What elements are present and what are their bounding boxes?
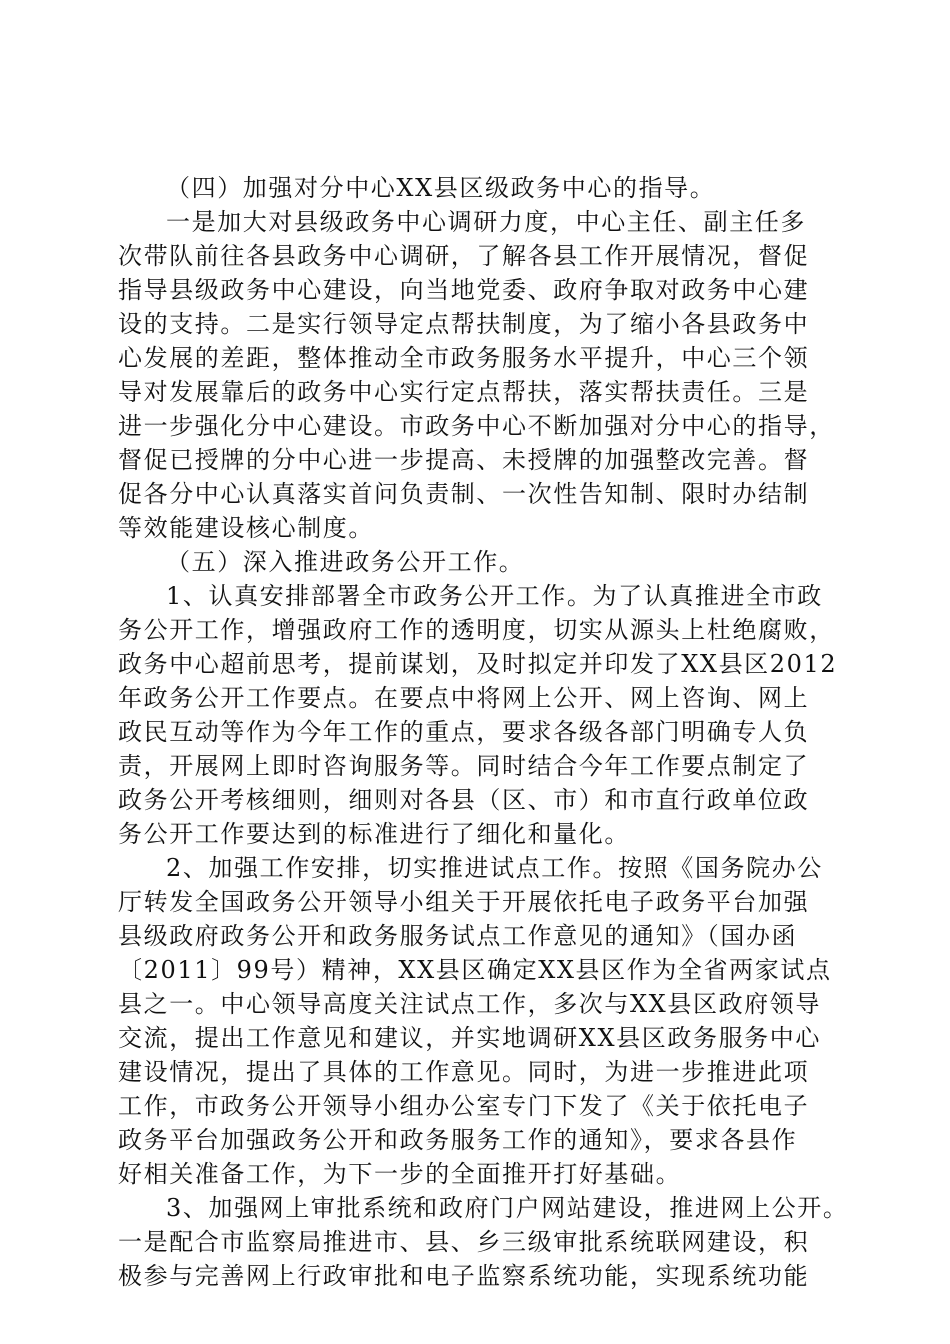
paragraph-line: 次带队前往各县政务中心调研，了解各县工作开展情况，督促: [118, 242, 810, 270]
paragraph-line: 心发展的差距，整体推动全市政务服务水平提升，中心三个领: [118, 344, 810, 372]
paragraph-line: 年政务公开工作要点。在要点中将网上公开、网上咨询、网上: [118, 684, 810, 712]
paragraph-line: 建设情况，提出了具体的工作意见。同时，为进一步推进此项: [118, 1058, 810, 1086]
paragraph-line: 好相关准备工作，为下一步的全面推开打好基础。: [118, 1160, 682, 1188]
paragraph-line: 指导县级政务中心建设，向当地党委、政府争取对政务中心建: [118, 276, 810, 304]
paragraph-line: 一是配合市监察局推进市、县、乡三级审批系统联网建设，积: [118, 1228, 810, 1256]
paragraph-line: 务公开工作要达到的标准进行了细化和量化。: [118, 820, 630, 848]
paragraph-line: 1、认真安排部署全市政务公开工作。为了认真推进全市政: [166, 582, 823, 610]
paragraph-line: 2、加强工作安排，切实推进试点工作。按照《国务院办公: [166, 854, 823, 882]
paragraph-line: 政务中心超前思考，提前谋划，及时拟定并印发了XX县区2012: [118, 650, 838, 678]
paragraph-line: 县级政府政务公开和政务服务试点工作意见的通知》（国办函: [118, 922, 798, 950]
paragraph-line: 一是加大对县级政务中心调研力度，中心主任、副主任多: [166, 208, 806, 236]
paragraph-line: 等效能建设核心制度。: [118, 514, 374, 542]
paragraph-line: 县之一。中心领导高度关注试点工作，多次与XX县区政府领导: [118, 990, 821, 1018]
paragraph-line: 责，开展网上即时咨询服务等。同时结合今年工作要点制定了: [118, 752, 810, 780]
paragraph-line: 政务公开考核细则，细则对各县（区、市）和市直行政单位政: [118, 786, 810, 814]
paragraph-line: 工作，市政务公开领导小组办公室专门下发了《关于依托电子: [118, 1092, 810, 1120]
paragraph-line: 3、加强网上审批系统和政府门户网站建设，推进网上公开。: [166, 1194, 849, 1222]
paragraph-line: 进一步强化分中心建设。市政务中心不断加强对分中心的指导，: [118, 412, 835, 440]
paragraph-line: 交流，提出工作意见和建议，并实地调研XX县区政务服务中心: [118, 1024, 821, 1052]
paragraph-line: 设的支持。二是实行领导定点帮扶制度，为了缩小各县政务中: [118, 310, 810, 338]
paragraph-line: 〔2011〕99号）精神，XX县区确定XX县区作为全省两家试点: [118, 956, 832, 984]
paragraph-line: 促各分中心认真落实首问负责制、一次性告知制、限时办结制: [118, 480, 810, 508]
paragraph-line: 督促已授牌的分中心进一步提高、未授牌的加强整改完善。督: [118, 446, 810, 474]
heading-5: （五）深入推进政务公开工作。: [166, 548, 525, 576]
paragraph-line: 政民互动等作为今年工作的重点，要求各级各部门明确专人负: [118, 718, 810, 746]
paragraph-line: 极参与完善网上行政审批和电子监察系统功能，实现系统功能: [118, 1262, 810, 1290]
paragraph-line: 厅转发全国政务公开领导小组关于开展依托电子政务平台加强: [118, 888, 810, 916]
paragraph-line: 务公开工作，增强政府工作的透明度，切实从源头上杜绝腐败，: [118, 616, 835, 644]
paragraph-line: 政务平台加强政务公开和政务服务工作的通知》，要求各县作: [118, 1126, 798, 1154]
paragraph-line: 导对发展靠后的政务中心实行定点帮扶，落实帮扶责任。三是: [118, 378, 810, 406]
heading-4: （四）加强对分中心XX县区级政务中心的指导。: [166, 174, 716, 202]
